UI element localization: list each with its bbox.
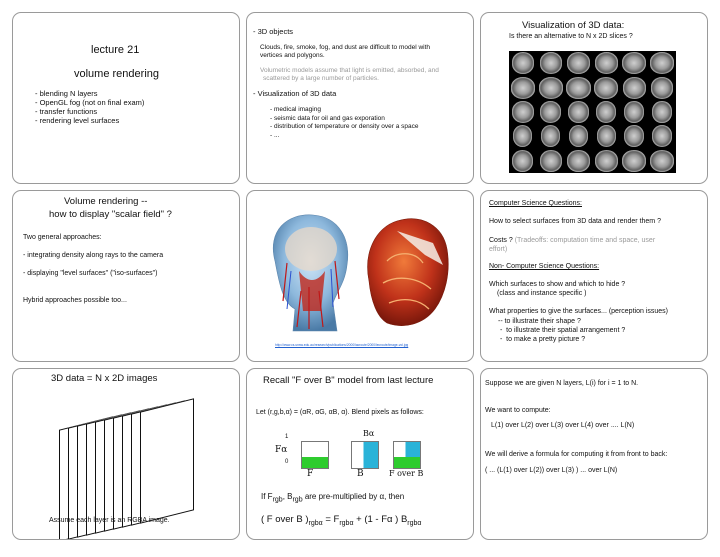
b-label: B bbox=[357, 469, 364, 479]
mri-slice bbox=[567, 150, 589, 172]
f-swatch bbox=[301, 441, 329, 469]
mri-slice bbox=[651, 77, 674, 99]
slide7-title: 3D data = N x 2D images bbox=[51, 373, 158, 384]
mri-slice bbox=[622, 150, 646, 172]
head-rendering-image bbox=[247, 191, 473, 341]
mri-slice bbox=[566, 77, 590, 99]
formula-sub: rgbα bbox=[407, 519, 422, 527]
mri-slice bbox=[595, 52, 619, 74]
front-to-back-chain: ( ... (L(1) over L(2)) over L(3) ) ... over L(N) bbox=[485, 467, 618, 474]
para-volumetric bbox=[260, 67, 439, 83]
head-left bbox=[273, 215, 348, 331]
costs-tradeoffs: (Tradeoffs: computation time and space, user bbox=[514, 237, 656, 244]
costs-tradeoffs-cont: effort) bbox=[489, 246, 508, 253]
over-formula bbox=[261, 514, 421, 527]
mri-slice bbox=[539, 77, 563, 99]
rgba-note: Assume each layer is an RGBA image. bbox=[49, 517, 170, 524]
mri-slice bbox=[511, 77, 535, 99]
hybrid-note: Hybrid approaches possible too... bbox=[23, 297, 127, 304]
formula-sub: rgbα bbox=[308, 519, 323, 527]
mri-slice bbox=[541, 125, 560, 147]
slide8-title: Recall "F over B" model from last lecture bbox=[263, 375, 434, 386]
mri-slice bbox=[652, 101, 671, 123]
slide-3d-objects[interactable] bbox=[246, 12, 474, 184]
para-line: Volumetric models assume that light is emitted, absorbed, and bbox=[260, 67, 439, 74]
mri-slice bbox=[540, 150, 562, 172]
mri-slice bbox=[513, 125, 532, 147]
slide4-title-line1: Volume rendering -- bbox=[64, 196, 148, 207]
property-item: -- to illustrate their shape ? bbox=[498, 318, 581, 325]
property-item: - to make a pretty picture ? bbox=[498, 336, 586, 343]
premult-sub: rgb bbox=[272, 496, 283, 504]
cs-questions-heading: Computer Science Questions: bbox=[489, 200, 582, 207]
f-over-b-label: F over B bbox=[389, 469, 424, 478]
given-layers: Suppose we are given N layers, L(i) for i = 1 to N. bbox=[485, 380, 639, 387]
property-text: to illustrate their spatial arrangement ? bbox=[506, 327, 626, 334]
para-line: vertices and polygons. bbox=[260, 52, 325, 59]
slide-questions[interactable] bbox=[480, 190, 708, 362]
f-over-b-swatch bbox=[393, 441, 421, 469]
lecture-subtitle: volume rendering bbox=[74, 68, 159, 80]
alpha-label-b: Bα bbox=[363, 429, 375, 438]
approach-level-surfaces: - displaying "level surfaces" ("iso-surfaces") bbox=[23, 270, 157, 277]
properties-list bbox=[498, 317, 625, 344]
para-clouds bbox=[260, 44, 430, 60]
costs-label: Costs ? bbox=[489, 237, 513, 244]
question-properties: What properties to give the surfaces... (perception issues) bbox=[489, 308, 668, 315]
approach-rays: - integrating density along rays to the camera bbox=[23, 252, 163, 259]
visualization-item: - medical imaging bbox=[270, 106, 419, 115]
f-label: F bbox=[307, 469, 314, 479]
para-line: scattered by a large number of particles. bbox=[263, 75, 379, 82]
mri-slice bbox=[596, 101, 616, 123]
which-surfaces-note: (class and instance specific ) bbox=[497, 290, 587, 297]
mri-slice bbox=[652, 125, 672, 147]
layer-sheet bbox=[140, 398, 194, 523]
mri-slice bbox=[650, 150, 674, 172]
mri-slice bbox=[512, 150, 533, 172]
b-swatch bbox=[351, 441, 379, 469]
visualization-item: - seismic data for oil and gas exporation bbox=[270, 115, 419, 124]
which-surfaces-line: Which surfaces to show and which to hide ? bbox=[489, 281, 626, 288]
formula-part: ( F over B ) bbox=[261, 514, 309, 525]
premult-sub: rgb bbox=[292, 496, 303, 504]
property-text: to illustrate their shape ? bbox=[504, 318, 581, 325]
image-source-link[interactable]: http://www.cs.unsw.edu.au/research/publications/2000/lacroute/2000/lecroute/image-vol.jpg bbox=[275, 343, 409, 347]
question-which-surfaces bbox=[489, 280, 625, 298]
mri-slice bbox=[597, 125, 616, 147]
non-cs-questions-heading: Non- Computer Science Questions: bbox=[489, 263, 600, 270]
head-right bbox=[368, 219, 449, 326]
over-chain: L(1) over L(2) over L(3) over L(4) over .... L(N) bbox=[491, 422, 635, 429]
slide-lecture-title[interactable] bbox=[12, 12, 240, 184]
mri-slice bbox=[512, 101, 534, 123]
premult-text: are pre-multiplied by α, then bbox=[302, 492, 405, 501]
slide4-title-line2: how to display "scalar field" ? bbox=[49, 209, 172, 220]
lecture-outline bbox=[35, 89, 144, 125]
slide-volume-rendering[interactable] bbox=[12, 190, 240, 362]
premult-text: If F bbox=[261, 492, 273, 501]
alpha-label-f: Fα bbox=[275, 445, 288, 455]
slide3-title: Visualization of 3D data: bbox=[522, 20, 625, 31]
heading-visualization: - Visualization of 3D data bbox=[253, 89, 336, 98]
mri-slice bbox=[567, 52, 590, 74]
visualization-list bbox=[270, 106, 419, 140]
mri-slices-grid bbox=[509, 51, 676, 173]
visualization-item: - ... bbox=[270, 132, 419, 141]
heading-3d-objects: - 3D objects bbox=[253, 27, 293, 36]
mri-slice bbox=[650, 52, 674, 74]
mri-slice bbox=[540, 52, 562, 74]
property-item: - to illustrate their spatial arrangement ? bbox=[498, 327, 626, 334]
question-select-surfaces: How to select surfaces from 3D data and render them ? bbox=[489, 218, 661, 225]
mri-slice bbox=[624, 101, 644, 123]
formula-sub: rgbα bbox=[339, 519, 354, 527]
premult-text: , B bbox=[282, 492, 293, 501]
slide-head-renderings[interactable] bbox=[246, 190, 474, 362]
lecture-title: lecture 21 bbox=[91, 44, 140, 56]
outline-item: - transfer functions bbox=[35, 107, 144, 116]
layer-stack-drawing bbox=[59, 405, 199, 525]
want-to-compute: We want to compute: bbox=[485, 407, 551, 414]
slide-f-over-b[interactable] bbox=[246, 368, 474, 540]
slide-3d-data-layers[interactable] bbox=[12, 368, 240, 540]
para-line: Clouds, fire, smoke, fog, and dust are difficult to model with bbox=[260, 44, 431, 51]
mri-slice bbox=[568, 101, 589, 123]
alpha-tick-zero: 0 bbox=[285, 459, 289, 465]
mri-slice bbox=[512, 52, 534, 74]
premultiply-definition: Let (r,g,b,α) = (αR, αG, αB, α). Blend pixels as follows: bbox=[256, 409, 424, 416]
visualization-item: - distribution of temperature or density over a space bbox=[270, 123, 419, 132]
mri-slice bbox=[569, 125, 588, 147]
approaches-heading: Two general approaches: bbox=[23, 234, 102, 241]
alpha-tick-one: 1 bbox=[285, 434, 289, 440]
premultiplied-statement bbox=[261, 492, 404, 504]
mri-slice bbox=[595, 150, 618, 172]
property-text: to make a pretty picture ? bbox=[506, 336, 586, 343]
outline-item: - blending N layers bbox=[35, 89, 144, 98]
mri-slice bbox=[624, 125, 644, 147]
formula-part: + (1 - Fα ) B bbox=[353, 514, 408, 525]
slide-visualization-3d[interactable] bbox=[480, 12, 708, 184]
outline-item: - OpenGL fog (not on final exam) bbox=[35, 98, 144, 107]
slide3-subtitle: Is there an alternative to N x 2D slices ? bbox=[509, 33, 633, 40]
mri-slice bbox=[540, 101, 561, 123]
blend-diagram bbox=[273, 431, 423, 483]
formula-part: = F bbox=[322, 514, 340, 525]
mri-slice bbox=[623, 77, 646, 99]
outline-item: - rendering level surfaces bbox=[35, 116, 144, 125]
mri-slice bbox=[594, 77, 618, 99]
question-costs bbox=[489, 236, 655, 254]
mri-slice bbox=[622, 52, 646, 74]
slide-n-layers[interactable] bbox=[480, 368, 708, 540]
derive-formula: We will derive a formula for computing it from front to back: bbox=[485, 451, 668, 458]
